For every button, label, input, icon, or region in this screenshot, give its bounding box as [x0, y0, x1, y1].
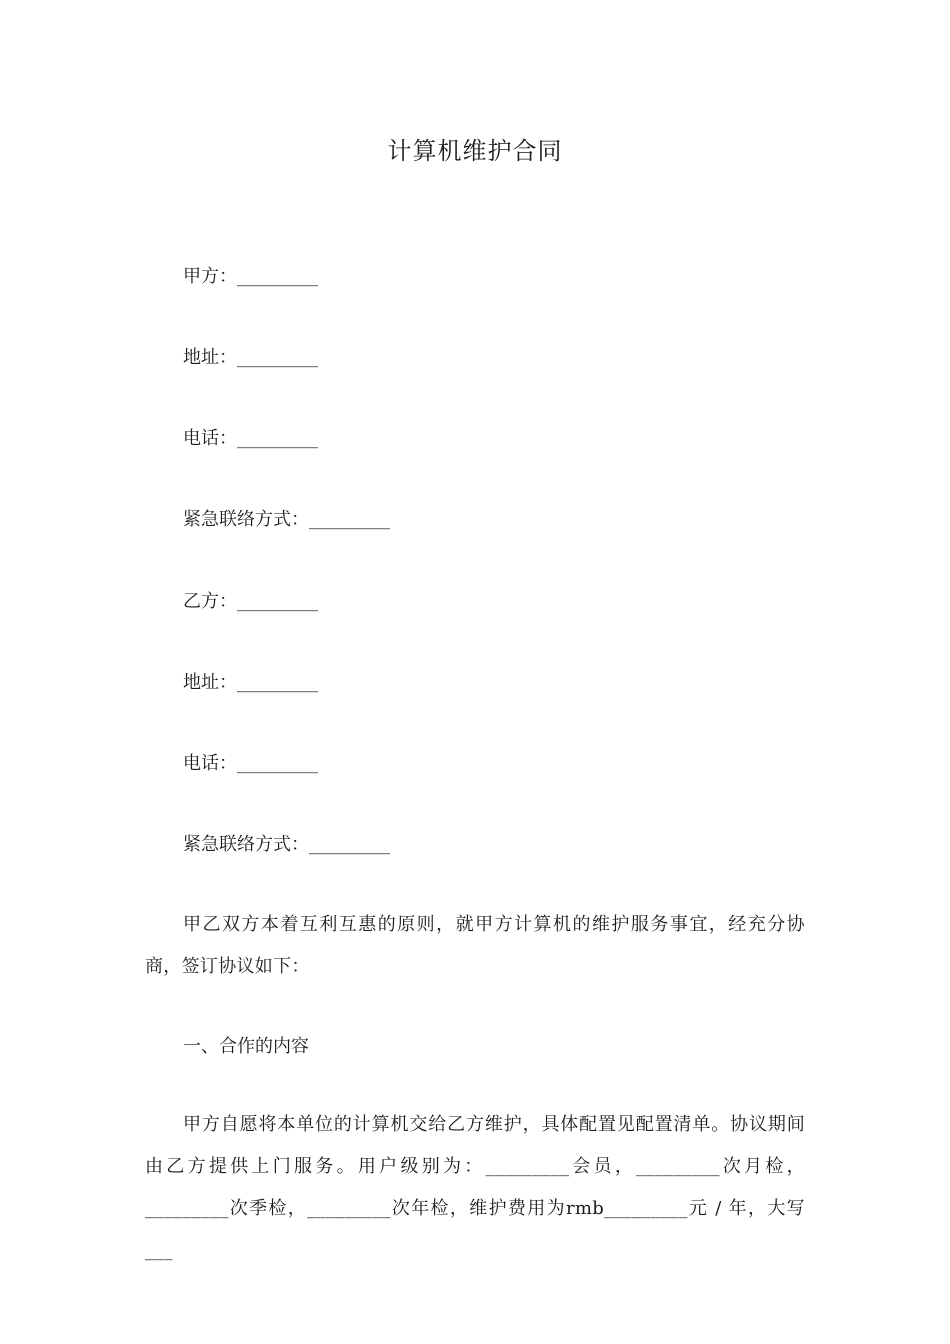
party-b-name-line: 乙方：_________	[183, 591, 318, 612]
party-a-address-line: 地址：_________	[183, 347, 318, 368]
section-1-paragraph: 甲方自愿将本单位的计算机交给乙方维护，具体配置见配置清单。协议期间由乙方提供上门服务。用户级别为：_________会员，_________次月检，_________次季检，_________次年检，维护费用为rmb_________元 / 年，大写___	[145, 1114, 805, 1261]
section-1-heading: 一、合作的内容	[183, 1036, 309, 1057]
party-a-phone-line: 电话：_________	[183, 428, 318, 449]
intro-paragraph: 甲乙双方本着互利互惠的原则，就甲方计算机的维护服务事宜，经充分协商，签订协议如下：	[145, 914, 805, 977]
party-a-emergency-contact-line: 紧急联络方式：_________	[183, 509, 390, 530]
party-a-name-line: 甲方：_________	[183, 266, 318, 287]
party-b-phone-line: 电话：_________	[183, 753, 318, 774]
party-b-address-line: 地址：_________	[183, 672, 318, 693]
page-title: 计算机维护合同	[387, 137, 563, 165]
party-b-emergency-contact-line: 紧急联络方式：_________	[183, 834, 390, 855]
